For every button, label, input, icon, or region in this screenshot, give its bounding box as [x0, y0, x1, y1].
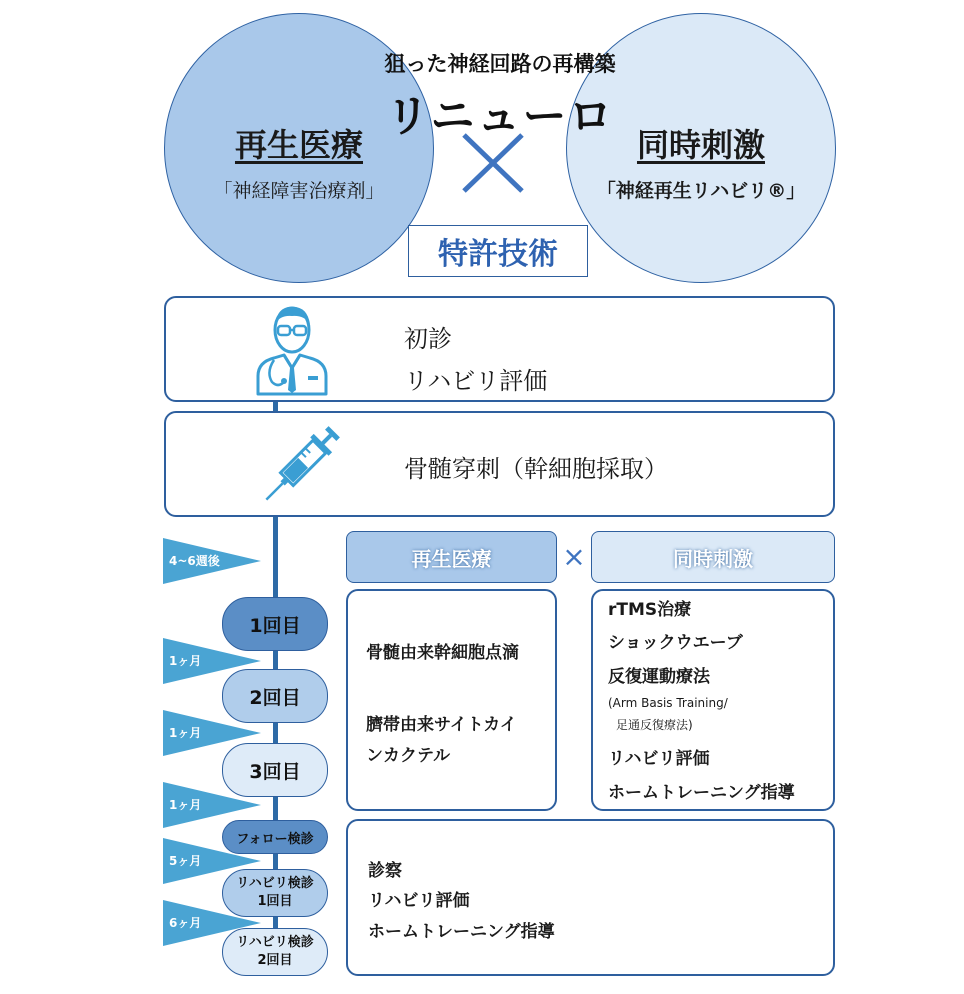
- session-1-pill: 1回目: [222, 597, 328, 651]
- right-circle-caption: 「神経再生リハビリ®」: [596, 180, 806, 202]
- step-line: 初診: [404, 325, 452, 353]
- treatment-right-item: (Arm Basis Training/: [608, 696, 728, 710]
- treatment-right-item: ホームトレーニング指導: [608, 783, 795, 803]
- treatment-right-item: ショックウエーブ: [608, 633, 743, 653]
- brand-title: リニューロ: [385, 91, 615, 142]
- follow-up-pill: フォロー検診: [222, 820, 328, 854]
- cross-icon: [460, 131, 526, 195]
- step-line: リハビリ評価: [404, 367, 548, 395]
- treatment-left-item: 骨髄由来幹細胞点滴: [366, 643, 519, 663]
- rehab-check-1-pill: リハビリ検診 1回目: [222, 869, 328, 917]
- treatment-left-item: ンカクテル: [366, 746, 451, 766]
- timeline-flag: 4~6週後: [163, 538, 261, 584]
- rehab-check-2-pill: リハビリ検診 2回目: [222, 928, 328, 976]
- treatment-left-header: 再生医療: [346, 531, 557, 583]
- treatment-right-header: 同時刺激: [591, 531, 835, 583]
- doctor-icon: [244, 302, 340, 396]
- syringe-icon: [254, 422, 348, 508]
- timeline-flag: 5ヶ月: [163, 838, 261, 884]
- left-circle-title: 再生医療: [234, 126, 363, 164]
- session-3-pill: 3回目: [222, 743, 328, 797]
- followup-item: リハビリ評価: [368, 891, 470, 911]
- treatment-cross: ×: [562, 540, 586, 573]
- treatment-left-item: 臍帯由来サイトカイ: [366, 715, 517, 735]
- treatment-left-box: [346, 589, 557, 811]
- treatment-right-item: 反復運動療法: [608, 667, 710, 687]
- step-line: 骨髄穿刺（幹細胞採取）: [404, 455, 668, 483]
- treatment-right-item: rTMS治療: [608, 600, 692, 620]
- treatment-right-item: リハビリ評価: [608, 749, 710, 769]
- treatment-right-item: 足通反復療法): [616, 718, 693, 732]
- followup-item: 診察: [368, 861, 402, 881]
- timeline-flag: 1ヶ月: [163, 782, 261, 828]
- timeline-flag: 6ヶ月: [163, 900, 261, 946]
- session-2-pill: 2回目: [222, 669, 328, 723]
- step-bone-marrow-text: [404, 448, 668, 490]
- followup-item: ホームトレーニング指導: [368, 922, 555, 942]
- timeline-flag: 1ヶ月: [163, 638, 261, 684]
- left-circle-caption: 「神経障害治療剤」: [213, 180, 385, 202]
- step-first-visit-text: [404, 318, 547, 402]
- header-subtitle: 狙った神経回路の再構築: [384, 52, 616, 76]
- patent-label: 特許技術: [408, 225, 588, 277]
- timeline-flag: 1ヶ月: [163, 710, 261, 756]
- right-circle-title: 同時刺激: [636, 126, 765, 164]
